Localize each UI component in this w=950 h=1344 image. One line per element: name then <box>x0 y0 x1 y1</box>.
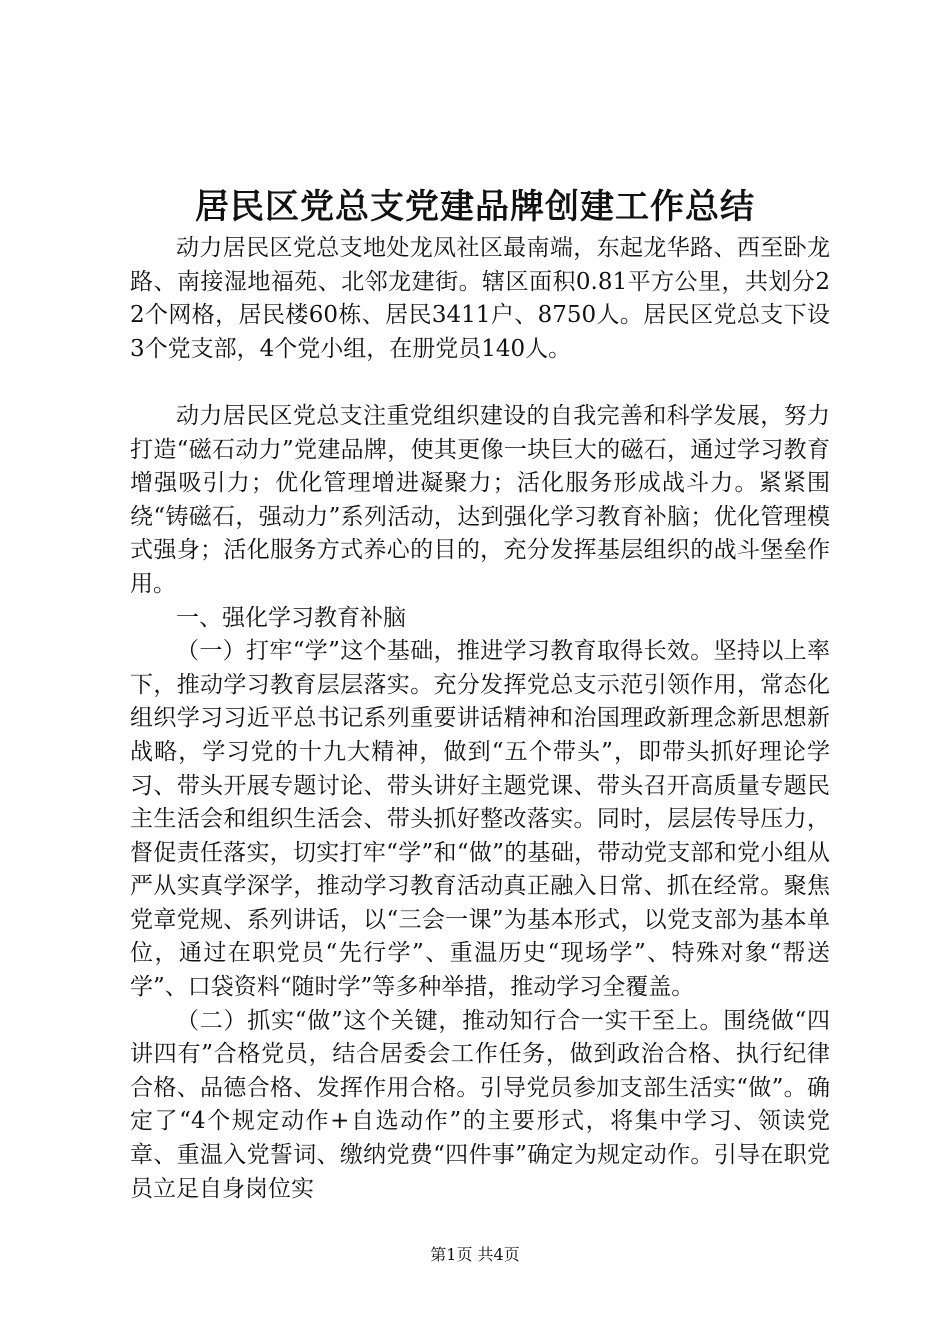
document-title: 居民区党总支党建品牌创建工作总结 <box>195 187 755 227</box>
page-footer: 第1页 共4页 <box>430 1245 520 1264</box>
section-heading-1: 一、强化学习教育补脑 <box>176 604 406 631</box>
paragraph-brand: 动力居民区党总支注重党组织建设的自我完善和科学发展，努力打造“磁石动力”党建品牌，使其更像一块巨大的磁石，通过学习教育增强吸引力；优化管理增进凝聚力；活化服务形成战斗力。紧紧围绕“铸磁石，强动力”系列活动，达到强化学习教育补脑；优化管理模式强身；活化服务方式养心的目的，充分发挥基层组织的战斗堡垒作用。 <box>130 402 830 597</box>
paragraph-overview: 动力居民区党总支地处龙凤社区最南端，东起龙华路、西至卧龙路、南接湿地福苑、北邻龙建街。辖区面积0.81平方公里，共划分22个网格，居民楼60栋、居民3411户、8750人。居民区党总支下设3个党支部，4个党小组，在册党员140人。 <box>130 235 830 362</box>
document-body <box>130 232 830 1206</box>
paragraph-subsection-1: （一）打牢“学”这个基础，推进学习教育取得长效。坚持以上率下，推动学习教育层层落实。充分发挥党总支示范引领作用，常态化组织学习习近平总书记系列重要讲话精神和治国理政新理念新思想新战略，学习党的十九大精神，做到“五个带头”，即带头抓好理论学习、带头开展专题讨论、带头讲好主题党课、带头召开高质量专题民主生活会和组织生活会、带头抓好整改落实。同时，层层传导压力，督促责任落实，切实打牢“学”和“做”的基础，带动党支部和党小组从严从实真学深学，推动学习教育活动真正融入日常、抓在经常。聚焦党章党规、系列讲话，以“三会一课”为基本形式，以党支部为基本单位，通过在职党员“先行学”、重温历史“现场学”、特殊对象“帮送学”、口袋资料“随时学”等多种举措，推动学习全覆盖。 <box>130 638 830 1001</box>
paragraph-subsection-2: （二）抓实“做”这个关键，推动知行合一实干至上。围绕做“四讲四有”合格党员，结合居委会工作任务，做到政治合格、执行纪律合格、品德合格、发挥作用合格。引导党员参加支部生活实“做”。确定了“4个规定动作+自选动作”的主要形式，将集中学习、领读党章、重温入党誓词、缴纳党费“四件事”确定为规定动作。引导在职党员立足自身岗位实 <box>130 1007 830 1202</box>
